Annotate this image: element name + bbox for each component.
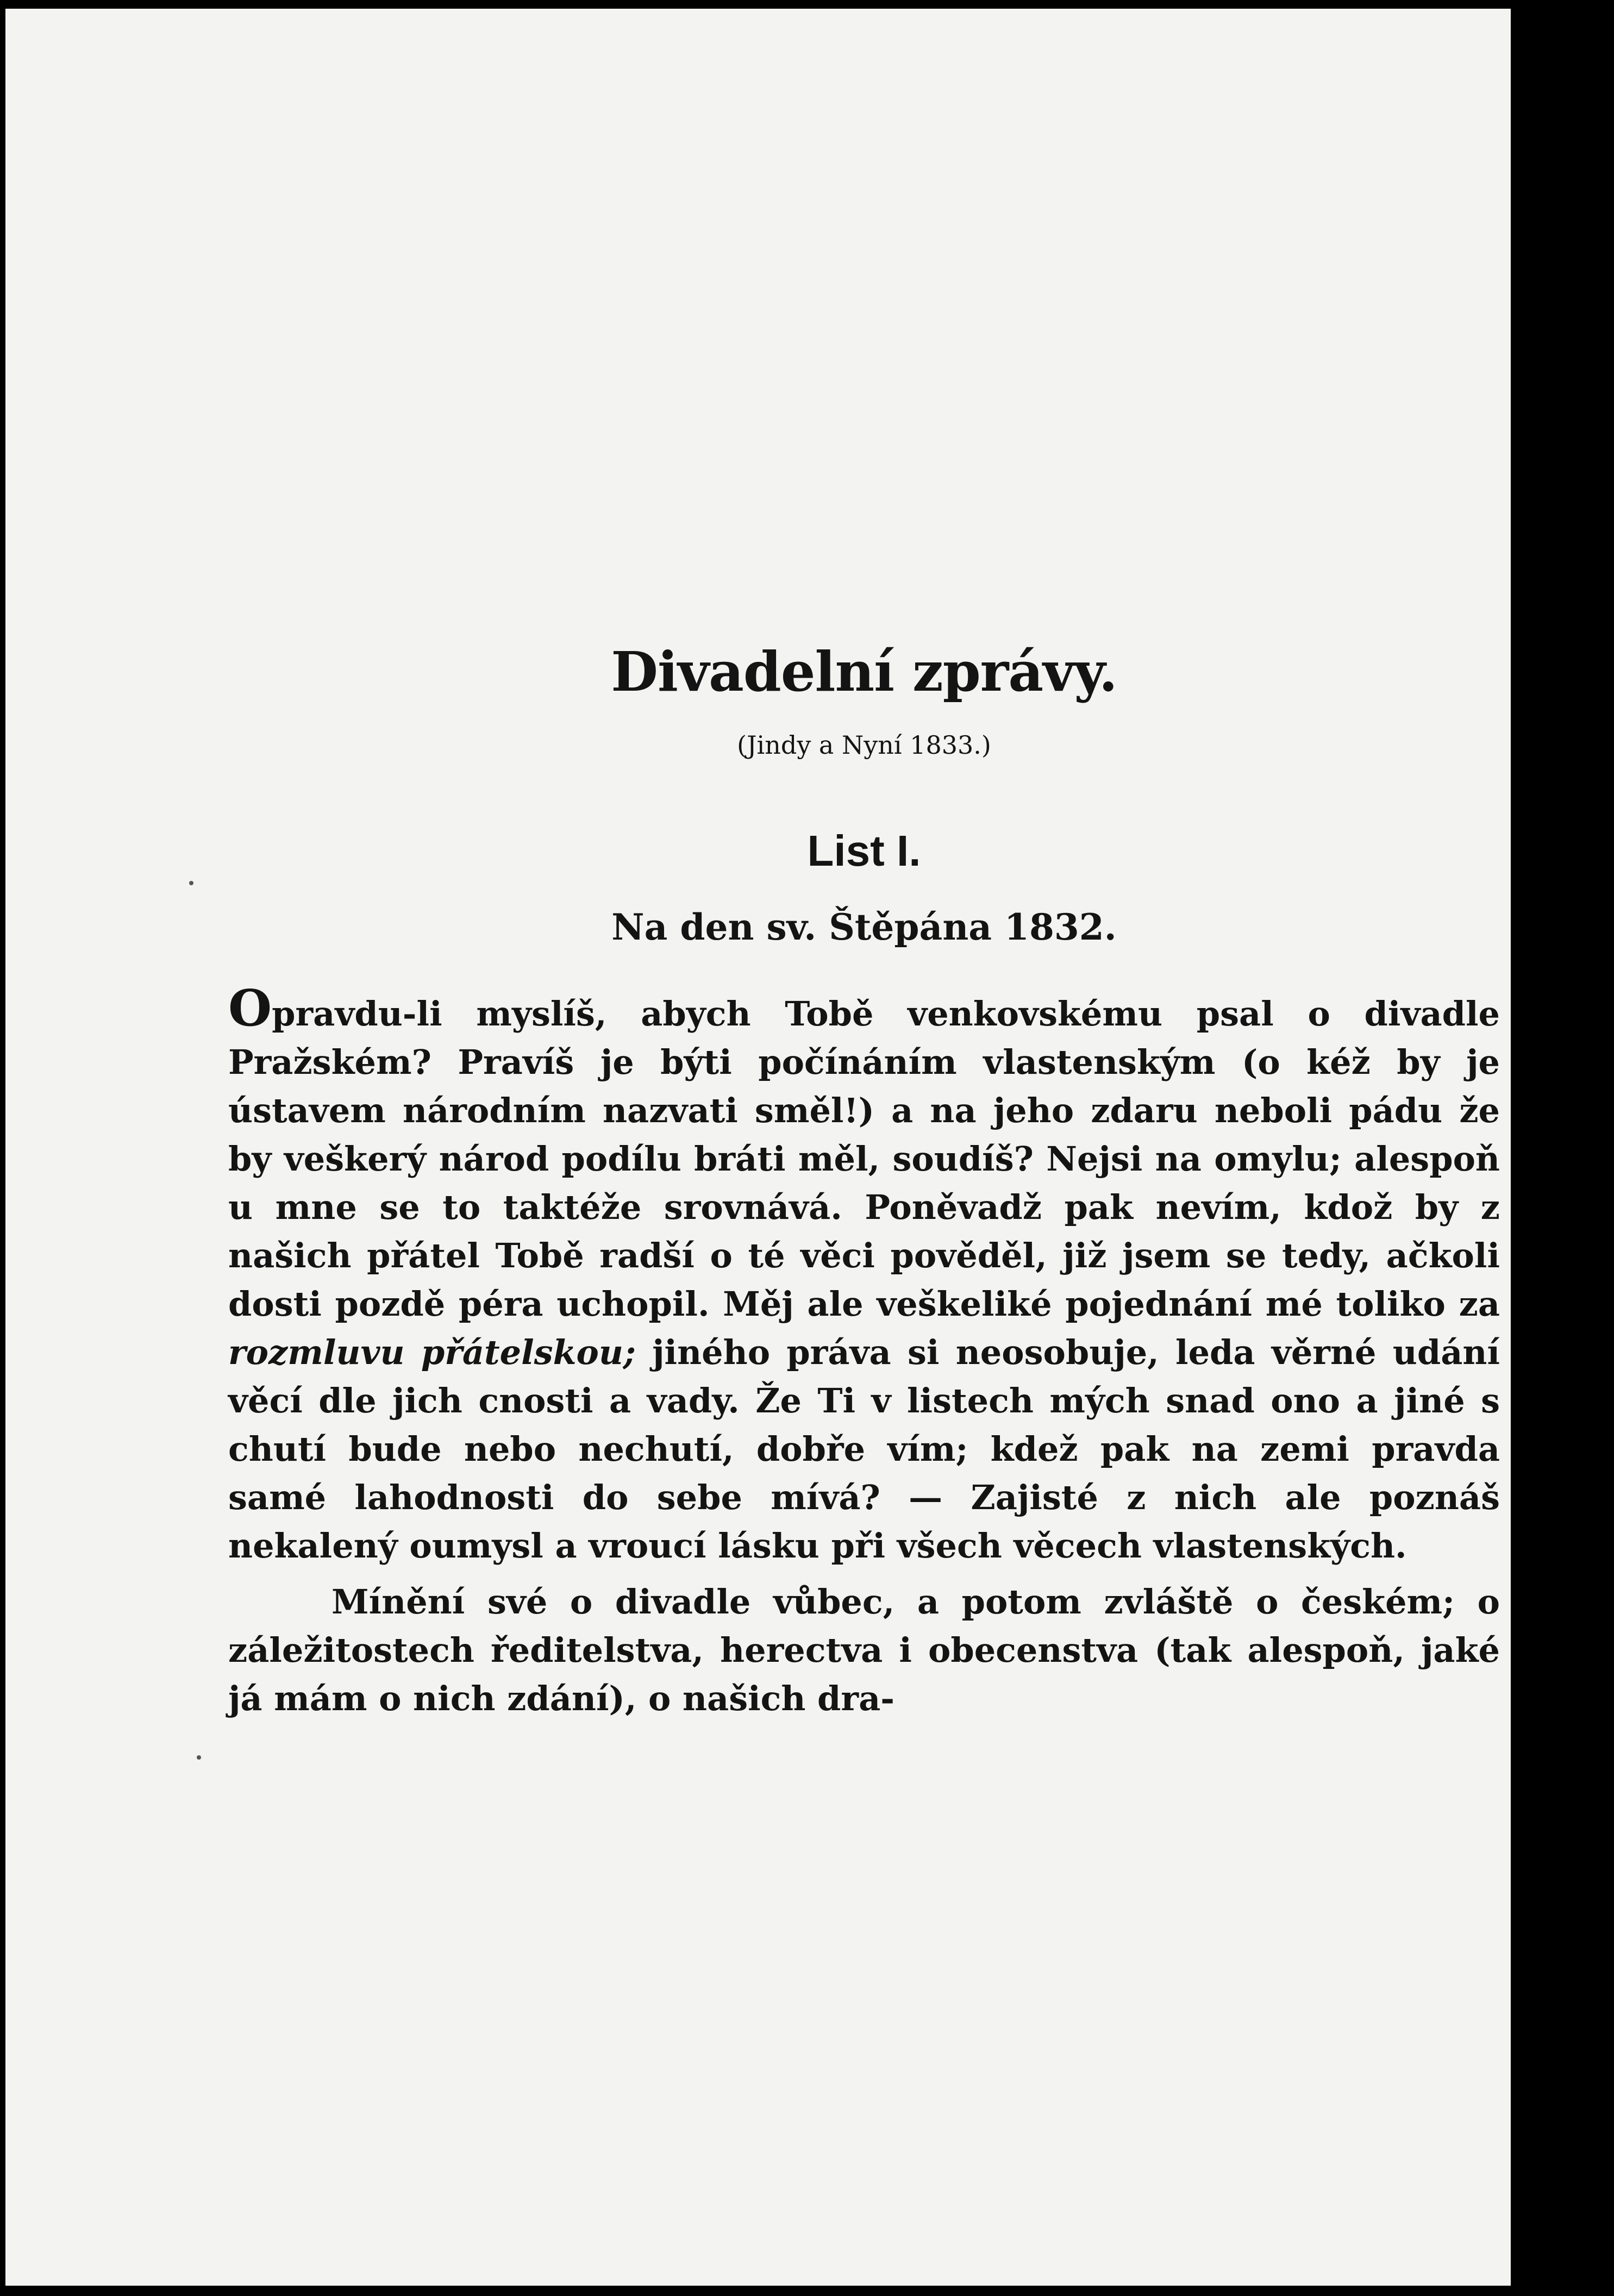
paragraph-2: Mínění své o divadle vůbec, a potom zvláště o českém; o záležitostech ředitelstva, herectva i obecenstva (tak alespoň, jaké já mám o nich zdání), o našich dra- (228, 1582, 1500, 1718)
print-speck (197, 1755, 201, 1760)
book-page (5, 9, 1511, 2286)
letter-dateline: Na den sv. Štěpána 1832. (611, 906, 1117, 948)
paragraph-1-text-a: pravdu-li myslíš, abych Tobě venkovskému psal o divadle Pražském? Pravíš je býti počínáním vlastenským (o kéž by je ústavem národním nazvati směl!) a na jeho zdaru neboli pádu že by veškerý národ podílu bráti měl, soudíš? Nejsi na omylu; alespoň u mne se to taktéže srovnává. Poněvadž pak nevím, kdož by z našich přátel Tobě radší o té věci pověděl, již jsem se tedy, ačkoli dosti pozdě péra uchopil. Měj ale veškeliké pojednání mé toliko za (228, 994, 1500, 1324)
article-source: (Jindy a Nyní 1833.) (737, 730, 991, 760)
paragraph-1 (228, 979, 1500, 1570)
drop-cap: O (228, 979, 272, 1037)
paragraph-1-italic: rozmluvu přátelskou; (228, 1332, 636, 1372)
letter-heading: List I. (807, 827, 921, 875)
print-speck (189, 881, 193, 885)
article-title: Divadelní zprávy. (611, 640, 1117, 704)
paragraph-1-text-b: jiného práva si neosobuje, leda věrné udání věcí dle jich cnosti a vady. Že Ti v listech mých snad ono a jiné s chutí bude nebo nechutí, dobře vím; kdež pak na zemi pravda samé lahodnosti do sebe mívá? — Zajisté z nich ale poznáš nekalený oumysl a vroucí lásku při všech věcech vlastenských. (228, 1332, 1500, 1566)
scan-border (1511, 0, 1614, 2296)
article (228, 634, 1500, 1730)
